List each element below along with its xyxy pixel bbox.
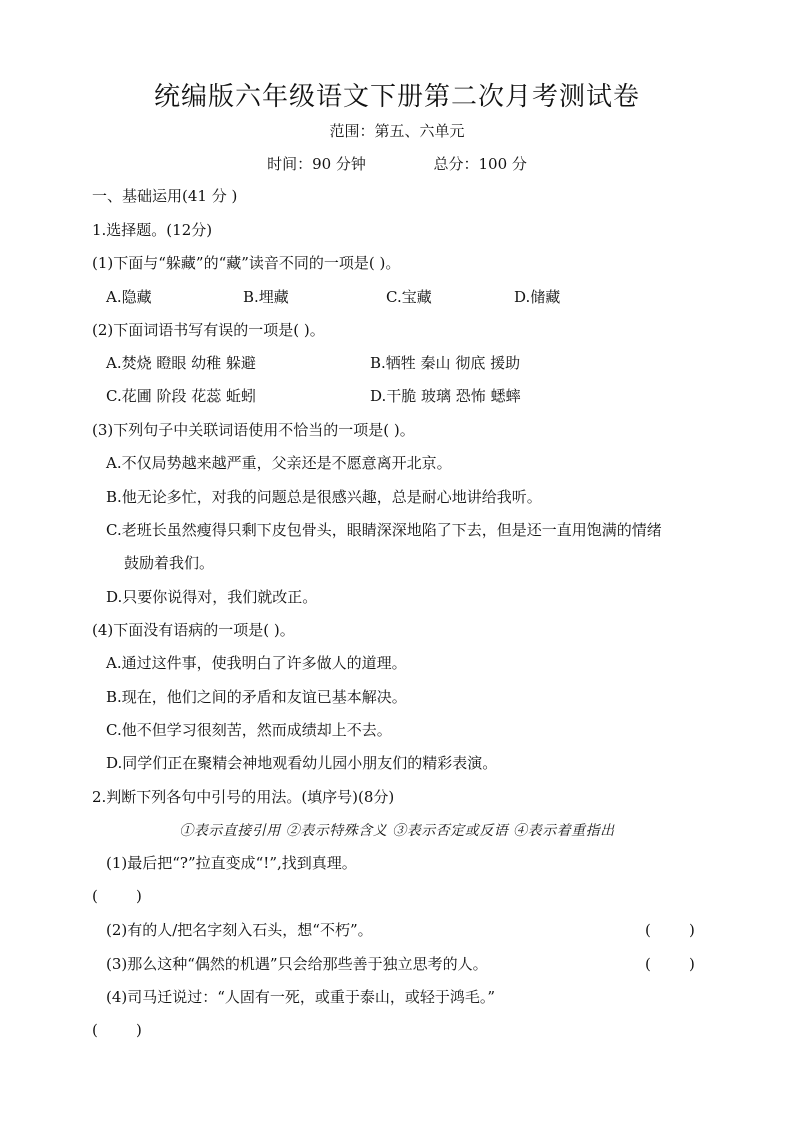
exam-time: 时间：90 分钟	[267, 155, 366, 173]
q1-1-stem: (1)下面与“躲藏”的“藏”读音不同的一项是( )。	[92, 254, 401, 272]
q1-3-option-b: B.他无论多忙，对我的问题总是很感兴趣，总是耐心地讲给我听。	[106, 488, 542, 506]
q2-item-4: (4)司马迁说过：“人固有一死，或重于泰山，或轻于鸿毛。”	[106, 988, 496, 1006]
q1-4-option-d: D.同学们正在聚精会神地观看幼儿园小朋友们的精彩表演。	[106, 754, 498, 772]
q1-2-stem: (2)下面词语书写有误的一项是( )。	[92, 321, 325, 339]
q1-3-option-a: A.不仅局势越来越严重，父亲还是不愿意离开北京。	[106, 454, 452, 472]
exam-total: 总分：100 分	[433, 155, 527, 173]
q1-4-option-a: A.通过这件事，使我明白了许多做人的道理。	[106, 654, 407, 672]
q2-item-2-blank: ( )	[645, 921, 695, 939]
q2-item-2: (2)有的人/把名字刻入石头，想“不朽”。	[106, 921, 373, 939]
q1-4-option-c: C.他不但学习很刻苦，然而成绩却上不去。	[106, 721, 392, 739]
q2-item-3-blank: ( )	[645, 955, 695, 973]
exam-time-total	[0, 153, 794, 174]
q1-4-option-b: B.现在，他们之间的矛盾和友谊已基本解决。	[106, 688, 407, 706]
q2-legend: ①表示直接引用 ②表示特殊含义 ③表示否定或反语 ④表示着重指出	[179, 823, 615, 839]
q1-1-option-b: B.埋藏	[243, 288, 289, 306]
exam-title: 统编版六年级语文下册第二次月考测试卷	[153, 82, 640, 112]
q2-item-1-blank: ( )	[92, 887, 142, 905]
q1-1-option-d: D.储藏	[514, 288, 561, 306]
q1-1-option-c: C.宝藏	[386, 288, 432, 306]
exam-scope: 范围：第五、六单元	[329, 122, 465, 140]
q2-item-4-blank: ( )	[92, 1021, 142, 1039]
q2-heading: 2.判断下列各句中引号的用法。(填序号)(8分)	[92, 788, 395, 806]
q1-3-option-c: C.老班长虽然瘦得只剩下皮包骨头，眼睛深深地陷了下去，但是还一直用饱满的情绪	[106, 521, 662, 539]
q1-2-option-b: B.牺牲 秦山 彻底 援助	[370, 354, 521, 372]
q1-heading: 1.选择题。(12分)	[92, 221, 213, 239]
q2-item-1: (1)最后把“?”拉直变成“!”,找到真理。	[106, 854, 357, 872]
q1-1-option-a: A.隐藏	[106, 288, 152, 306]
q1-2-option-c: C.花圃 阶段 花蕊 蚯蚓	[106, 387, 257, 405]
q1-3-option-c-cont: 鼓励着我们。	[124, 554, 215, 572]
section-1-heading: 一、基础运用(41 分 )	[92, 187, 238, 205]
q1-3-option-d: D.只要你说得对，我们就改正。	[106, 588, 318, 606]
q2-item-3: (3)那么这种“偶然的机遇”只会给那些善于独立思考的人。	[106, 955, 488, 973]
q1-2-option-d: D.干脆 玻璃 恐怖 蟋蟀	[370, 387, 521, 405]
q1-2-option-a: A.焚烧 瞪眼 幼稚 躲避	[106, 354, 256, 372]
q1-3-stem: (3)下列句子中关联词语使用不恰当的一项是( )。	[92, 421, 415, 439]
q1-4-stem: (4)下面没有语病的一项是( )。	[92, 621, 295, 639]
